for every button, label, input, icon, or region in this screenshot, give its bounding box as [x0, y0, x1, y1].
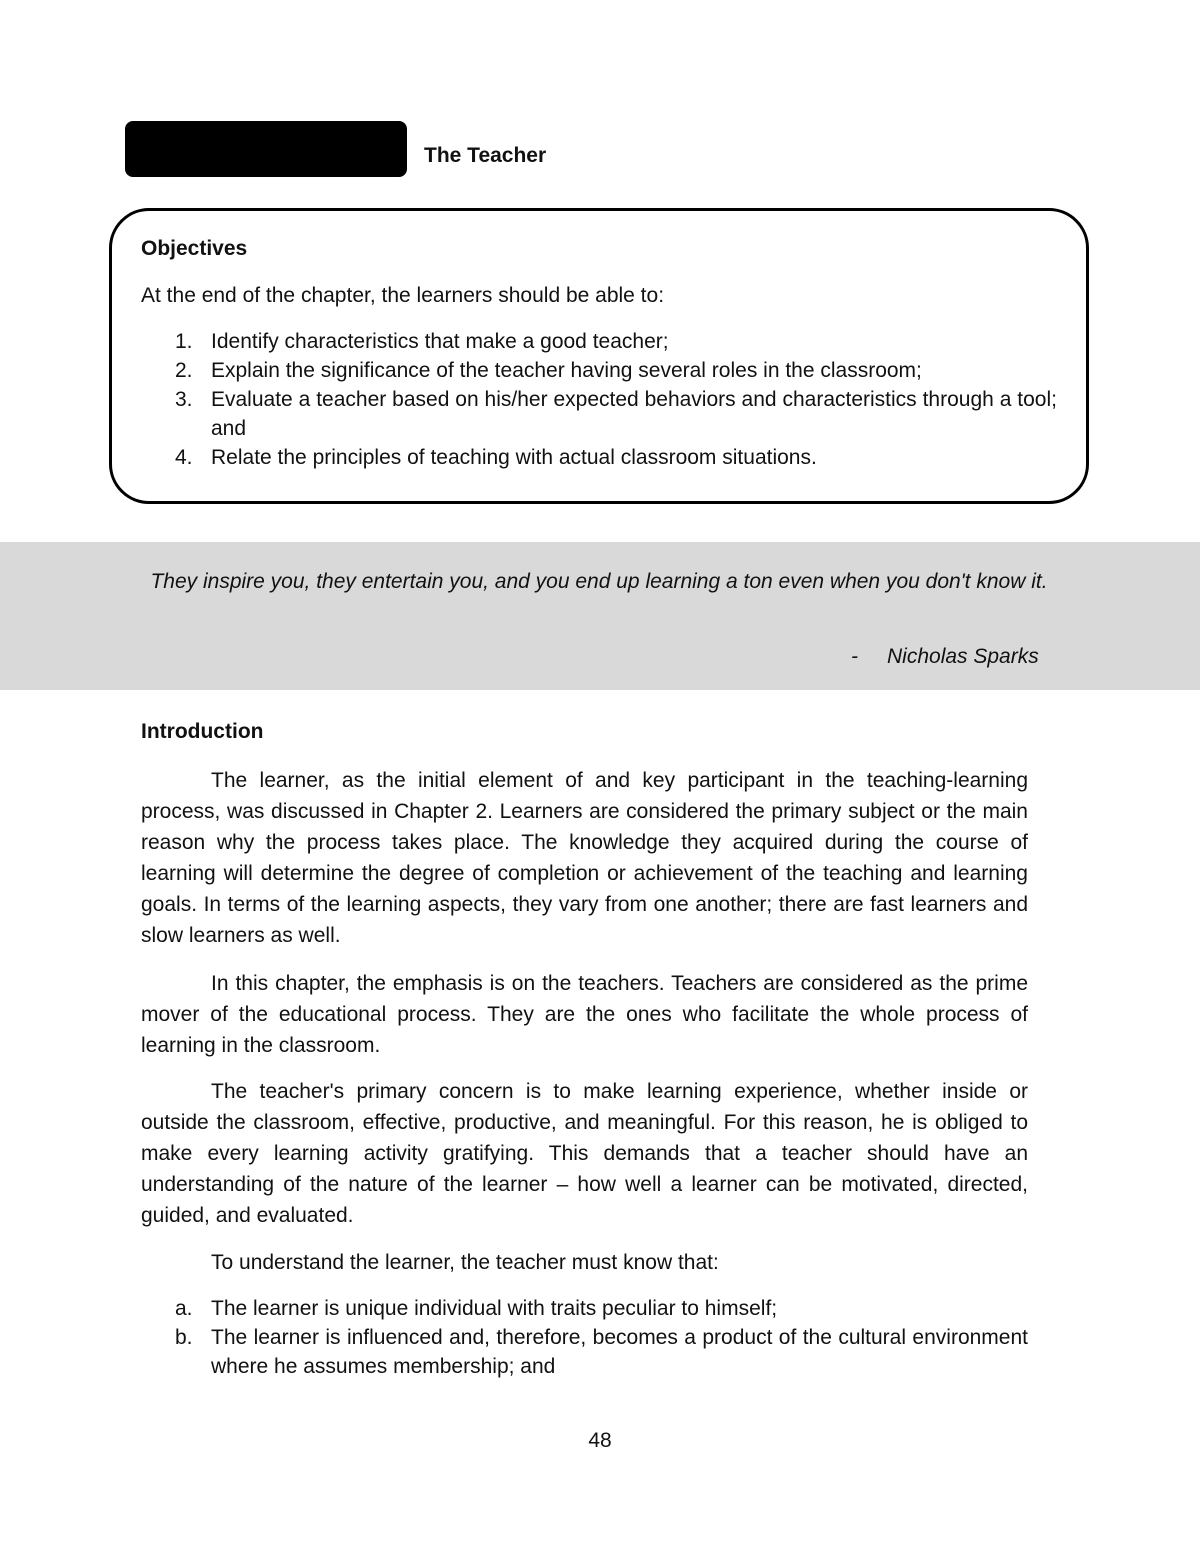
introduction-paragraph: In this chapter, the emphasis is on the teachers. Teachers are considered as the prime mover of the educational process. They are the ones who facilitate the whole process of learning in the classroom.: [141, 972, 1028, 1057]
objectives-list: [141, 327, 1057, 472]
list-item: [141, 1323, 1028, 1381]
introduction-heading: Introduction: [141, 720, 264, 743]
page-number: 48: [588, 1429, 612, 1452]
list-marker: 2.: [175, 359, 193, 382]
chapter-label-bar: [125, 121, 407, 177]
list-item-text: Explain the significance of the teacher having several roles in the classroom;: [211, 359, 922, 382]
objectives-intro: At the end of the chapter, the learners should be able to:: [141, 284, 665, 307]
introduction-paragraph: The teacher's primary concern is to make learning experience, whether inside or outside the classroom, effective, productive, and meaningful. For this reason, he is obliged to make every learning activity gratifying. This demands that a teacher should have an understanding of the nature of the learner – how well a learner can be motivated, directed, guided, and evaluated.: [141, 1080, 1028, 1227]
introduction-paragraph: The learner, as the initial element of and key participant in the teaching-learning process, was discussed in Chapter 2. Learners are considered the primary subject or the main reason why the process takes place. The knowledge they acquired during the course of learning will determine the degree of completion or achievement of the teaching and learning goals. In terms of the learning aspects, they vary from one another; there are fast learners and slow learners as well.: [141, 769, 1028, 947]
list-marker: 4.: [175, 446, 193, 469]
list-item-text: Relate the principles of teaching with actual classroom situations.: [211, 446, 817, 469]
list-item: [141, 327, 1057, 356]
quote-author: Nicholas Sparks: [887, 645, 1039, 668]
quote-attribution: [851, 644, 1039, 670]
learner-traits-list: [141, 1294, 1028, 1381]
list-item: [141, 1294, 1028, 1323]
list-marker: 1.: [175, 330, 193, 353]
introduction-paragraph: To understand the learner, the teacher must know that:: [211, 1251, 719, 1274]
list-marker: 3.: [175, 388, 193, 411]
quote-text: They inspire you, they entertain you, and you end up learning a ton even when you don't know it.: [150, 570, 1048, 593]
objectives-heading: Objectives: [141, 237, 248, 260]
list-marker: b.: [175, 1326, 193, 1349]
list-item: [141, 356, 1057, 385]
quote-dash: -: [851, 645, 858, 668]
list-item: [141, 443, 1057, 472]
chapter-title: The Teacher: [424, 144, 547, 167]
list-item-text: Evaluate a teacher based on his/her expected behaviors and characteristics through a tool; and: [211, 388, 1057, 440]
list-marker: a.: [175, 1297, 193, 1320]
list-item: [141, 385, 1057, 443]
list-item-text: Identify characteristics that make a good teacher;: [211, 330, 669, 353]
list-item-text: The learner is influenced and, therefore, becomes a product of the cultural environment where he assumes membership; and: [211, 1326, 1028, 1378]
list-item-text: The learner is unique individual with traits peculiar to himself;: [211, 1297, 778, 1320]
